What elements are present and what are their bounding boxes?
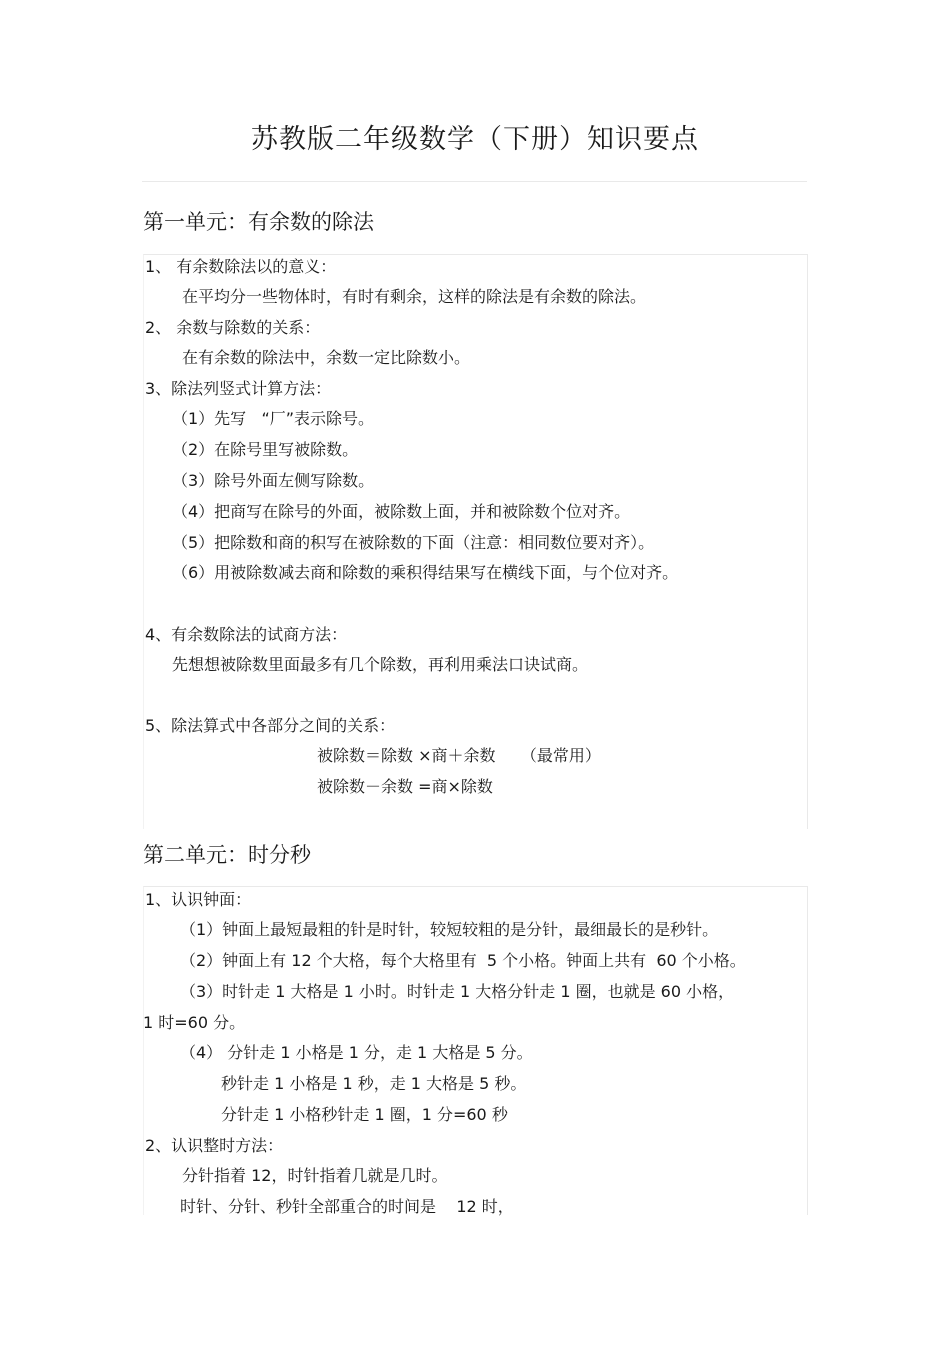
unit1-heading: 第一单元：有余数的除法 xyxy=(143,210,374,234)
title-divider xyxy=(142,181,807,182)
unit2-line-9: 2、认识整时方法： xyxy=(145,1136,284,1155)
unit2-heading: 第二单元：时分秒 xyxy=(143,843,311,867)
unit1-line-6: （1）先写 “厂”表示除号。 xyxy=(172,409,375,428)
unit2-line-2: （1）钟面上最短最粗的针是时针，较短较粗的是分针，最细最长的是秒针。 xyxy=(180,920,719,939)
unit1-line-11: （6）用被除数减去商和除数的乘积得结果写在横线下面，与个位对齐。 xyxy=(172,563,679,582)
unit2-line-8: 分针走 1 小格秒针走 1 圈，1 分=60 秒 xyxy=(221,1105,508,1124)
unit1-line-7: （2）在除号里写被除数。 xyxy=(172,440,359,459)
unit1-line-3: 2、 余数与除数的关系： xyxy=(145,318,321,337)
unit1-line-8: （3）除号外面左侧写除数。 xyxy=(172,471,375,490)
unit2-line-10: 分针指着 12，时针指着几就是几时。 xyxy=(182,1166,448,1185)
unit1-line-5: 3、除法列竖式计算方法： xyxy=(145,379,332,398)
unit1-line-4: 在有余数的除法中，余数一定比除数小。 xyxy=(182,348,471,367)
unit1-line-10: （5）把除数和商的积写在被除数的下面（注意：相同数位要对齐）。 xyxy=(172,533,655,552)
unit1-line-12: 4、有余数除法的试商方法： xyxy=(145,625,348,644)
unit2-line-11: 时针、分针、秒针全部重合的时间是 12 时， xyxy=(180,1197,514,1216)
unit2-line-5: 1 时=60 分。 xyxy=(143,1013,246,1032)
page-title: 苏教版二年级数学（下册）知识要点 xyxy=(251,124,699,155)
unit2-line-1: 1、认识钟面： xyxy=(145,890,252,909)
unit2-line-7: 秒针走 1 小格是 1 秒，走 1 大格是 5 秒。 xyxy=(221,1074,527,1093)
unit2-line-4: （3）时针走 1 大格是 1 小时。时针走 1 大格分针走 1 圈，也就是 60 小格， xyxy=(180,982,735,1001)
unit2-line-6: （4） 分针走 1 小格是 1 分，走 1 大格是 5 分。 xyxy=(180,1043,533,1062)
unit1-line-13: 先想想被除数里面最多有几个除数，再利用乘法口诀试商。 xyxy=(172,655,589,674)
unit1-line-2: 在平均分一些物体时，有时有剩余，这样的除法是有余数的除法。 xyxy=(182,287,647,306)
unit2-line-3: （2）钟面上有 12 个大格，每个大格里有 5 个小格。钟面上共有 60 个小格。 xyxy=(180,951,746,970)
unit1-line-1: 1、 有余数除法以的意义： xyxy=(145,257,337,276)
unit1-line-9: （4）把商写在除号的外面，被除数上面，并和被除数个位对齐。 xyxy=(172,502,631,521)
unit1-formula-2: 被除数－余数 =商×除数 xyxy=(317,777,493,796)
unit1-formula-1: 被除数＝除数 ×商＋余数 （最常用） xyxy=(317,746,601,765)
unit1-line-14: 5、除法算式中各部分之间的关系： xyxy=(145,716,396,735)
